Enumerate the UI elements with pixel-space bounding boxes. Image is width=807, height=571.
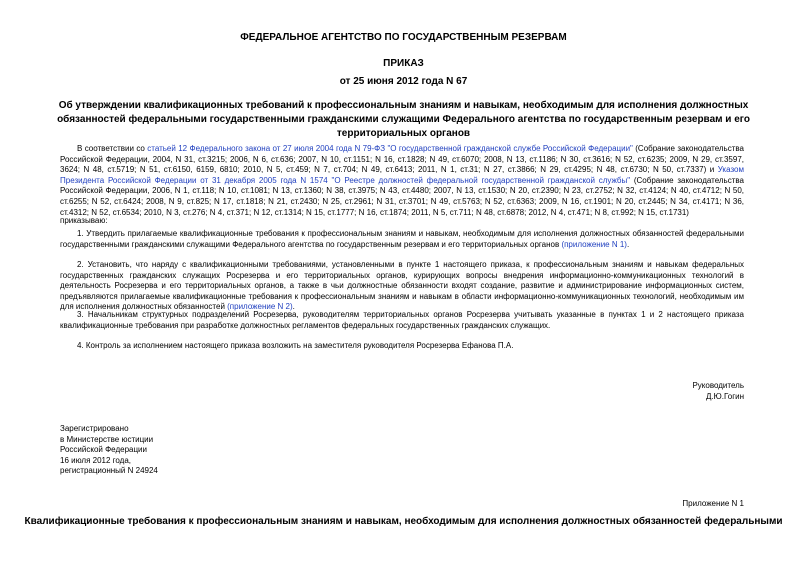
law-79fz-link[interactable]: статьей 12 Федерального закона от 27 июля 2004 года N 79-ФЗ "О государственной гражданской службе Российской Федерации" (147, 144, 633, 153)
registration-block (60, 424, 158, 477)
signature-name: Д.Ю.Гогин (706, 392, 744, 401)
document-type: ПРИКАЗ (383, 58, 424, 69)
intro-text-1: В соответствии со (77, 144, 148, 153)
intro-text-2: (Собрание законодательства Российской Федерации, 2004, N 31, ст.3215; 2006, N 6, ст.636; 2007, N 10, ст.1151; N 16, ст.1828; N 49, ст.6070; 2008, N 13, ст.1186; N 30, ст.3616; N 52, ст.6235; 2009, N 29, ст.3597, 3624; N 48, ст.5719; N 51, ст.6150, 6159, 6810; 2010, N 5, ст.459; N 7, ст.704; N 49, ст.6413; 2011, N 1, ст.31; N 27, ст.3866; N 29, ст.4295; N 48, ст.6730; N 50, ст.7337) и (60, 144, 745, 175)
item-1-paragraph (60, 229, 744, 250)
appendix-2-link[interactable]: (приложение N 2) (227, 302, 293, 312)
registration-line-1: Зарегистрировано (60, 424, 129, 433)
appendix-1-link[interactable]: (приложение N 1) (561, 239, 627, 249)
signature-block (692, 380, 744, 402)
item-1-text: 1. Утвердить прилагаемые квалификационные требования к профессиональным знаниям и навыкам, необходимым для исполнения должностных обязанностей федеральными государственными гражданскими служащими Федерального агентства по государственным резервам и его территориальных органов (60, 229, 744, 249)
document-title: Об утверждении квалификационных требований к профессиональным знаниям и навыкам, необходимым для исполнения должностных обязанностей федеральными государственными гражданскими служащими Федерального агентства по государственным резервам и его территориальных органов (57, 100, 750, 139)
decree-word: приказываю: (60, 216, 108, 225)
item-4-paragraph: 4. Контроль за исполнением настоящего приказа возложить на заместителя руководителя Росрезерва Ефанова П.А. (77, 341, 514, 350)
item-2-tail: . (292, 302, 295, 312)
appendix-label: Приложение N 1 (682, 499, 744, 508)
signature-position: Руководитель (692, 381, 744, 390)
document-date-number: от 25 июня 2012 года N 67 (339, 76, 468, 87)
intro-text-3: (Собрание законодательства Российской Федерации, 2006, N 1, ст.118; N 10, ст.1081; N 13, ст.1360; N 38, ст.3975; N 43, ст.4480; 2007, N 13, ст.1530; N 20, ст.2390; N 23, ст.2752; N 32, ст.4124; N 40, ст.4712; N 50, ст.6255; N 52, ст.6424; 2008, N 9, ст.825; N 17, ст.1818; N 21, ст.2430; N 25, ст.2961; N 31, ст.3701; N 49, ст.5763; N 52, ст.6363; 2009, N 16, ст.1901; N 20, ст.2445; N 34, ст.4171; N 36, ст.4312; N 52, ст.6534; 2010, N 3, ст.276; N 4, ст.371; N 12, ст.1314; N 15, ст.1777; N 16, ст.1874; 2011, N 5, ст.711; N 48, ст.6878; 2012, N 4, ст.471; N 8, ст.992; N 15, ст.1731) (60, 175, 744, 217)
intro-paragraph (60, 144, 744, 218)
registration-line-5: регистрационный N 24924 (60, 466, 158, 476)
item-2-text: 2. Установить, что наряду с квалификационными требованиями, установленными в пункте 1 настоящего приказа, к профессиональным знаниям и навыкам федеральных государственных гражданских служащих Росрезерва и его территориальных органов, курирующих вопросы внедрения информационно-коммуникационных технологий в деятельность Росрезерва и его территориальных органов, а также в чьи должностные обязанности входят создание, развитие и администрирование информационных систем, предъявляются прилагаемые квалификационные требования к профессиональным знаниям и навыкам в области информационно-коммуникационных технологий, необходимым им для исполнения должностных обязанностей (60, 260, 744, 312)
item-1-tail: . (626, 239, 630, 249)
appendix-title: Квалификационные требования к профессиональным знаниям и навыкам, необходимым для исполнения должностных обязанностей федеральными (24, 516, 783, 527)
registration-line-3: Российской Федерации (60, 445, 147, 455)
registration-line-2: в Министерстве юстиции (60, 434, 154, 444)
item-2-paragraph (60, 260, 744, 313)
decree-1574-link[interactable]: Указом Президента Российской Федерации от 31 декабря 2005 года N 1574 "О Реестре должностей федеральной государственной гражданской службы" (60, 165, 744, 185)
registration-line-4: 16 июля 2012 года, (60, 455, 132, 465)
agency-name: ФЕДЕРАЛЬНОЕ АГЕНТСТВО ПО ГОСУДАРСТВЕННЫМ РЕЗЕРВАМ (240, 32, 567, 43)
item-3-paragraph: 3. Начальникам структурных подразделений Росрезерва, руководителям территориальных органов Росрезерва учитывать указанные в пунктах 1 и 2 настоящего приказа квалификационные требования при разработке должностных регламентов федеральных государственных гражданских служащих. (60, 310, 744, 330)
